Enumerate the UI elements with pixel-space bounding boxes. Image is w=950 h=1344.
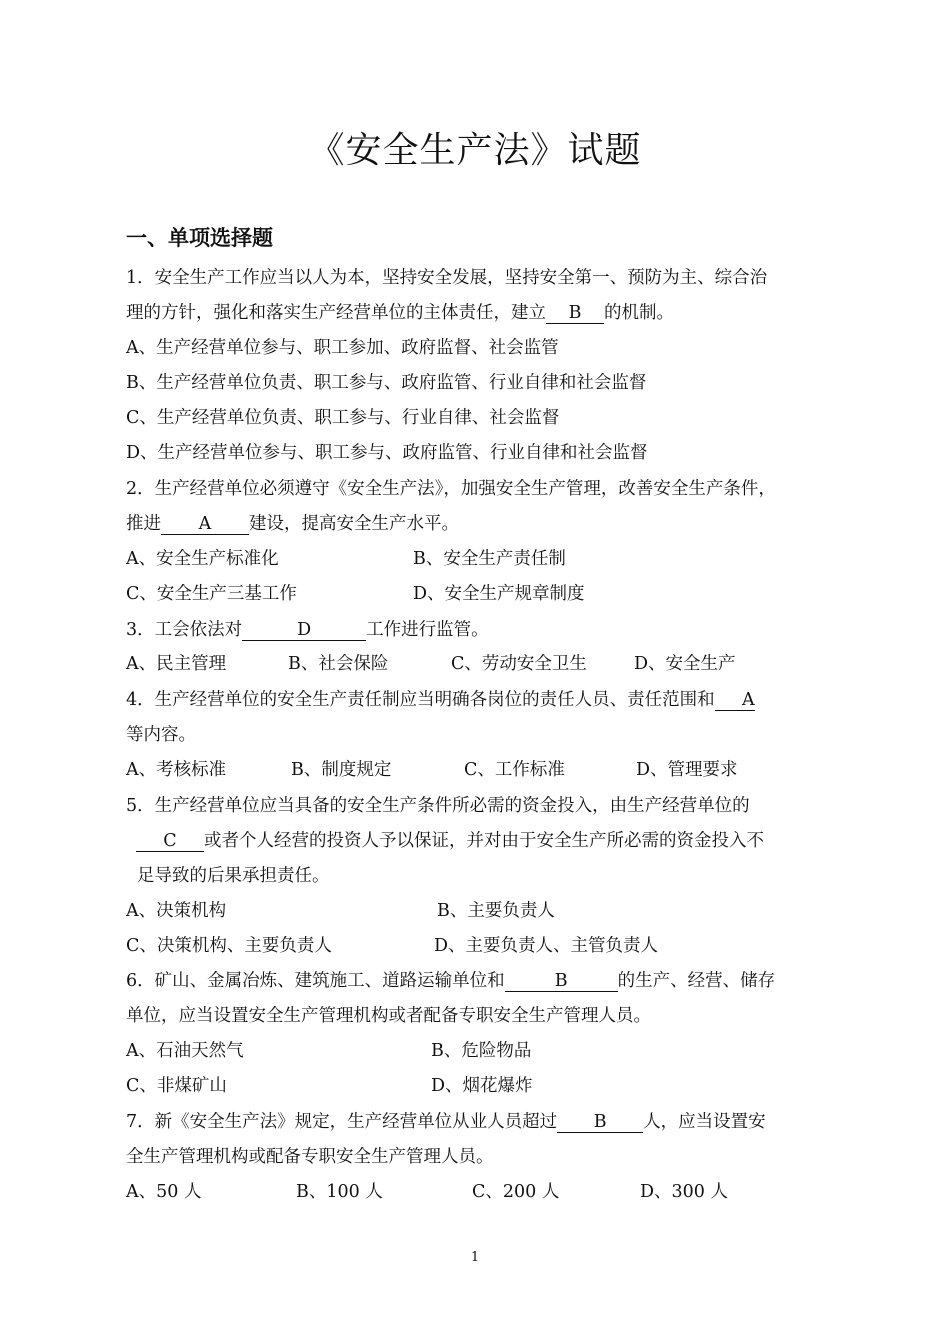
q2-answer-blank: A	[161, 514, 249, 535]
q3-answer-blank: D	[242, 620, 366, 641]
q5-stem-line1: 5．生产经营单位应当具备的安全生产条件所必需的资金投入，由生产经营单位的	[126, 796, 750, 816]
q4-answer-blank: A	[715, 690, 755, 711]
q7-option-c: C、200 人	[472, 1182, 560, 1202]
q5-answer-blank: C	[136, 831, 204, 852]
q6-stem-post: 的生产、经营、储存	[617, 971, 776, 991]
q1-stem-line1: 1．安全生产工作应当以人为本，坚持安全发展，坚持安全第一、预防为主、综合治	[126, 268, 768, 288]
q6-stem-pre: 6．矿山、金属冶炼、建筑施工、道路运输单位和	[126, 971, 505, 991]
q4-option-a: A、考核标准	[126, 760, 227, 780]
q5-stem-line3: 足导致的后果承担责任。	[137, 866, 330, 886]
q5-option-a: A、决策机构	[126, 901, 227, 921]
q7-option-d: D、300 人	[640, 1182, 728, 1202]
q3-option-b: B、社会保险	[288, 654, 389, 674]
section-heading: 一、单项选择题	[126, 226, 273, 250]
page-title: 《安全生产法》试题	[308, 130, 642, 171]
q7-option-a: A、50 人	[126, 1182, 202, 1202]
q1-stem-post: 的机制。	[604, 303, 674, 323]
q1-option-b: B、生产经营单位负责、职工参与、政府监管、行业自律和社会监督	[126, 373, 647, 393]
q3-option-a: A、民主管理	[126, 654, 227, 674]
q4-option-d: D、管理要求	[636, 760, 738, 780]
q3-stem-pre: 3．工会依法对	[126, 620, 243, 640]
q7-stem-pre: 7．新《安全生产法》规定，生产经营单位从业人员超过	[126, 1112, 558, 1132]
q5-option-b: B、主要负责人	[437, 901, 555, 921]
q3-stem	[126, 618, 489, 642]
q4-stem-line2: 等内容。	[126, 725, 196, 745]
q6-answer-blank: B	[505, 971, 618, 992]
q7-stem-post: 人，应当设置安	[643, 1112, 766, 1132]
q1-answer-blank: B	[546, 303, 604, 324]
q7-option-b: B、100 人	[296, 1182, 383, 1202]
q4-stem-pre: 4．生产经营单位的安全生产责任制应当明确各岗位的责任人员、责任范围和	[126, 690, 715, 710]
q1-stem-line2	[126, 301, 674, 325]
q6-option-a: A、石油天然气	[126, 1041, 244, 1061]
q2-option-c: C、安全生产三基工作	[126, 584, 297, 604]
q2-stem-line1: 2．生产经营单位必须遵守《安全生产法》，加强安全生产管理，改善安全生产条件，	[126, 479, 776, 499]
page-number: 1	[470, 1250, 480, 1265]
q3-option-d: D、安全生产	[634, 654, 736, 674]
q2-option-d: D、安全生产规章制度	[413, 584, 585, 604]
q2-stem-line2	[126, 512, 459, 536]
q4-stem-line1	[126, 688, 755, 712]
q1-option-a: A、生产经营单位参与、职工参加、政府监督、社会监管	[126, 338, 559, 358]
q6-stem-line1	[126, 969, 775, 993]
q4-option-c: C、工作标准	[464, 760, 565, 780]
q4-option-b: B、制度规定	[291, 760, 392, 780]
q5-stem-post: 或者个人经营的投资人予以保证，并对由于安全生产所必需的资金投入不	[204, 831, 764, 851]
q6-option-c: C、非煤矿山	[126, 1076, 227, 1096]
q1-stem-pre: 理的方针，强化和落实生产经营单位的主体责任，建立	[126, 303, 546, 323]
q6-stem-line2: 单位，应当设置安全生产管理机构或者配备专职安全生产管理人员。	[126, 1006, 651, 1026]
q3-stem-post: 工作进行监管。	[366, 620, 489, 640]
q7-stem-line2: 全生产管理机构或配备专职安全生产管理人员。	[126, 1147, 494, 1167]
q2-stem-pre: 推进	[126, 514, 161, 534]
q7-stem-line1	[126, 1110, 766, 1134]
q2-stem-post: 建设，提高安全生产水平。	[249, 514, 459, 534]
q6-option-d: D、烟花爆炸	[431, 1076, 533, 1096]
q5-option-d: D、主要负责人、主管负责人	[434, 936, 659, 956]
q2-option-a: A、安全生产标准化	[126, 549, 279, 569]
q2-option-b: B、安全生产责任制	[413, 549, 566, 569]
q1-option-d: D、生产经营单位参与、职工参与、政府监管、行业自律和社会监督	[126, 443, 648, 463]
q3-option-c: C、劳动安全卫生	[451, 654, 587, 674]
q7-answer-blank: B	[557, 1112, 643, 1133]
q5-option-c: C、决策机构、主要负责人	[126, 936, 332, 956]
q1-option-c: C、生产经营单位负责、职工参与、行业自律、社会监督	[126, 408, 560, 428]
q5-stem-line2	[126, 829, 764, 853]
q6-option-b: B、危险物品	[431, 1041, 532, 1061]
